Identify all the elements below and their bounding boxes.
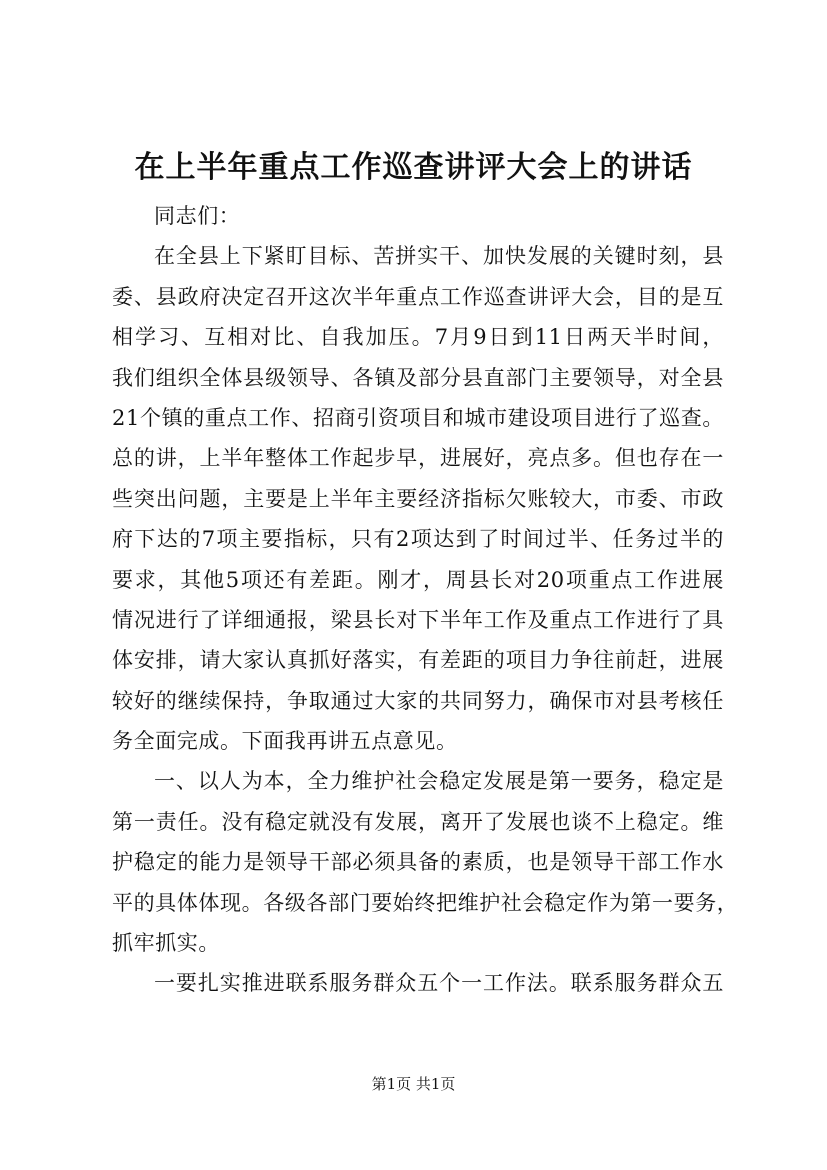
body-line: 21个镇的重点工作、招商引资项目和城市建设项目进行了巡查。 [112,405,724,430]
body-line: 护稳定的能力是领导干部必须具备的素质，也是领导干部工作水 [112,850,724,875]
body-line: 平的具体体现。各级各部门要始终把维护社会稳定作为第一要务， [112,890,739,915]
document-body [112,196,739,1004]
page-footer: 第1页 共1页 [371,1075,456,1093]
document-title: 在上半年重点工作巡查讲评大会上的讲话 [134,150,693,185]
body-line: 务全面完成。下面我再讲五点意见。 [112,729,458,754]
body-line: 情况进行了详细通报，梁县长对下半年工作及重点工作进行了具 [112,607,724,632]
body-line: 总的讲，上半年整体工作起步早，进展好，亮点多。但也存在一 [112,446,724,471]
body-line: 第一责任。没有稳定就没有发展，离开了发展也谈不上稳定。维 [112,809,724,834]
body-line: 要求，其他5项还有差距。刚才，周县长对20项重点工作进展 [112,567,724,592]
body-line: 一要扎实推进联系服务群众五个一工作法。联系服务群众五 [154,971,724,996]
body-line: 委、县政府决定召开这次半年重点工作巡查讲评大会，目的是互 [112,284,724,309]
body-line: 较好的继续保持，争取通过大家的共同努力，确保市对县考核任 [112,688,724,713]
body-line: 府下达的7项主要指标，只有2项达到了时间过半、任务过半的 [112,527,724,552]
salutation-line: 同志们： [154,204,241,228]
body-line: 相学习、互相对比、自我加压。7月9日到11日两天半时间， [112,325,724,350]
body-line: 我们组织全体县级领导、各镇及部分县直部门主要领导，对全县 [112,365,724,390]
body-line: 体安排，请大家认真抓好落实，有差距的项目力争往前赶，进展 [112,648,724,673]
body-line: 抓牢抓实。 [112,931,220,956]
body-line: 在全县上下紧盯目标、苦拼实干、加快发展的关键时刻，县 [154,244,724,269]
body-line: 些突出问题，主要是上半年主要经济指标欠账较大，市委、市政 [112,486,724,511]
section-heading-line: 一、以人为本，全力维护社会稳定发展是第一要务，稳定是 [154,769,724,794]
